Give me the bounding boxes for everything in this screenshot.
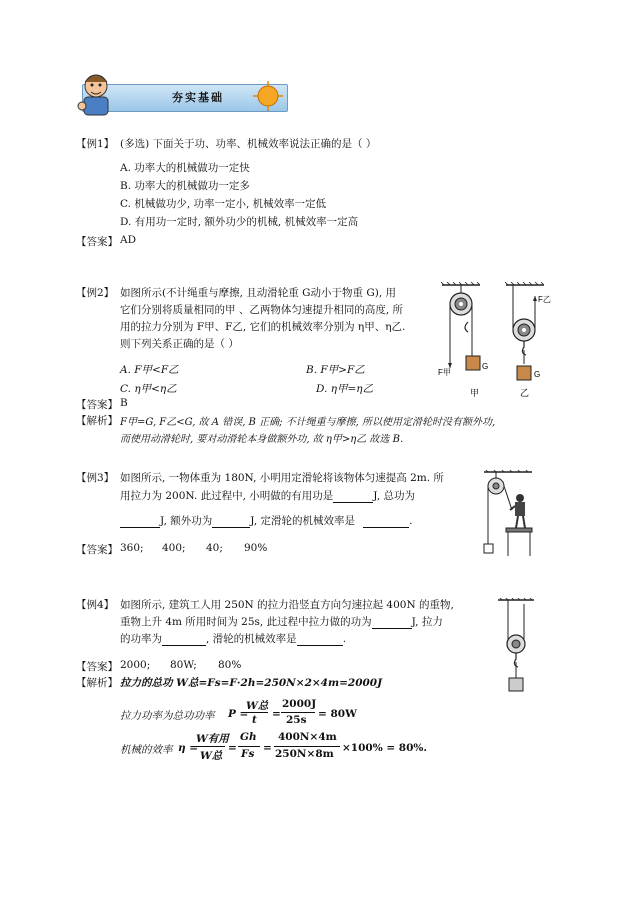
example-2-line-1: 如图所示(不计绳重与摩擦, 且动滑轮重 G动小于物重 G), 用 [120,287,396,299]
blank-efficiency[interactable] [363,527,409,528]
section-banner [72,76,286,116]
blank-pulley-efficiency[interactable] [297,645,343,646]
fig-label-yi: 乙 [520,388,530,398]
example-4-line-3-text: 的功率为 [120,633,162,645]
example-4-analysis-2-label: 拉力功率为总功功率 [120,710,215,722]
blank-pull-work[interactable] [372,628,412,629]
fig-label-f-jia: F甲 [438,368,451,377]
example-3-answer-2: 400; [162,542,186,554]
example-4-tag: 【例4】 [76,599,115,611]
example-4-analysis-3-label: 机械的效率 [120,744,173,756]
formula-eta-result: ×100% = 80%. [342,742,428,754]
example-1-answer-tag: 【答案】 [76,236,118,248]
example-1-option-a: A. 功率大的机械做功一定快 [120,162,250,174]
example-4-line-2-tail: J, 拉力 [411,616,443,628]
example-4-answer-tag: 【答案】 [76,661,118,673]
example-4-pulley-figure [496,598,536,694]
banner-title: 夯实基础 [172,91,224,104]
formula-p-num2: 2000J [282,698,317,710]
example-2-line-2: 它们分别将质量相同的甲 、乙两物体匀速提升相同的高度, 所 [120,304,404,316]
example-1-option-c: C. 机械做功少, 功率一定小, 机械效率一定低 [120,198,327,210]
example-1-tag: 【例1】 [76,138,115,150]
example-4-analysis-1: 拉力的总功 W总=Fs=F·2h=250N×2×4m=2000J [120,677,383,689]
formula-p-eq: = [272,708,281,720]
example-4-answer-3: 80% [218,659,242,671]
example-4-line-2 [120,614,443,629]
example-4-line-3: 的功率为 , 滑轮的机械效率是 . [120,633,347,645]
example-4-line-3-mid: , 滑轮的机械效率是 [206,633,297,645]
sun-globe-icon [250,78,286,114]
formula-eta-lhs: η = [178,742,199,754]
blank-extra-work[interactable] [212,527,250,528]
example-3-line-3-text: J, 额外功为 [160,515,213,527]
formula-p-lhs: P = [228,708,249,720]
example-3-answer-tag: 【答案】 [76,544,118,556]
formula-eta-f2-num: Gh [240,731,257,743]
example-3-tag: 【例3】 [76,472,115,484]
formula-p-den2: 25s [286,714,307,726]
fraction-bar [274,746,340,747]
example-2-answer-tag: 【答案】 [76,399,118,411]
example-2-option-a: A. F甲<F乙 [120,364,179,376]
formula-eta-f3-den: 250N×8m [275,748,334,760]
example-4-line-1: 如图所示, 建筑工人用 250N 的拉力沿竖直方向匀速拉起 400N 的重物, [120,599,454,611]
example-1-question: (多选) 下面关于功、功率、机械效率说法正确的是（ ） [120,138,377,150]
blank-useful-work[interactable] [333,502,373,503]
example-2-option-c: C. η甲<η乙 [120,383,177,395]
example-3-line-2-text: 用拉力为 200N. 此过程中, 小明做的有用功是 [120,490,334,502]
example-2-analysis-tag: 【解析】 [76,415,118,427]
fig-label-jia: 甲 [470,388,480,398]
fig-label-f-yi: F乙 [538,295,551,304]
example-4-answer-1: 2000; [120,659,151,671]
example-1-option-d: D. 有用功一定时, 额外功少的机械, 机械效率一定高 [120,216,359,228]
example-4-line-2-text: 重物上升 4m 所用时间为 25s, 此过程中拉力做的功为 [120,616,372,628]
example-4-analysis-tag: 【解析】 [76,677,118,689]
example-2-option-d: D. η甲=η乙 [316,383,374,395]
example-2-answer: B [120,397,128,409]
formula-eta-f1-num: W有用 [196,733,229,745]
example-3-line-2 [120,488,415,503]
formula-p-result: = 80W [318,708,357,720]
example-3-answer-4: 90% [244,542,268,554]
formula-eta-f2-den: Fs [241,748,255,760]
fraction-bar [281,712,315,713]
example-3-line-2-tail: J, 总功为 [373,490,416,502]
fig-label-g-2: G [534,370,541,379]
formula-eta-f1-den: W总 [200,750,223,762]
blank-power[interactable] [162,645,206,646]
example-3-line-1: 如图所示, 一物体重为 180N, 小明用定滑轮将该物体匀速提高 2m. 所 [120,472,444,484]
example-3-man-pulley-figure [482,470,534,558]
example-3-line-3-tail: J, 定滑轮的机械效率是 [250,515,356,527]
example-3-answer-3: 40; [206,542,223,554]
example-4-answer-2: 80W; [170,659,197,671]
example-2-analysis-1: F甲=G, F乙<G, 故 A 错误, B 正确; 不计绳重与摩擦, 所以使用定滑轮时没有额外功, [120,417,496,428]
cartoon-man-icon [72,70,132,118]
example-1-option-b: B. 功率大的机械做功一定多 [120,180,250,192]
example-2-line-4: 则下列关系正确的是（ ） [120,338,239,350]
example-2-analysis-2: 而使用动滑轮时, 要对动滑轮本身做额外功, 故 η甲>η乙 故选 B. [120,434,404,445]
fraction-bar [244,712,268,713]
example-2-line-3: 用的拉力分别为 F甲、F乙, 它们的机械效率分别为 η甲、η乙. [120,321,406,333]
blank-total-work[interactable] [120,527,160,528]
example-1-answer: AD [120,234,137,246]
fraction-bar [238,746,260,747]
formula-p-den: t [252,714,257,726]
example-2-option-b: B. F甲>F乙 [306,364,365,376]
example-2-pulley-figure [438,282,558,402]
fig-label-g-1: G [482,362,489,371]
example-3-line-3: J, 额外功为 J, 定滑轮的机械效率是 . [120,513,412,528]
example-3-answer-1: 360; [120,542,144,554]
formula-p-num: W总 [246,700,269,712]
example-2-tag: 【例2】 [76,287,115,299]
fraction-bar [195,746,225,747]
formula-eta-f3-num: 400N×4m [278,731,337,743]
